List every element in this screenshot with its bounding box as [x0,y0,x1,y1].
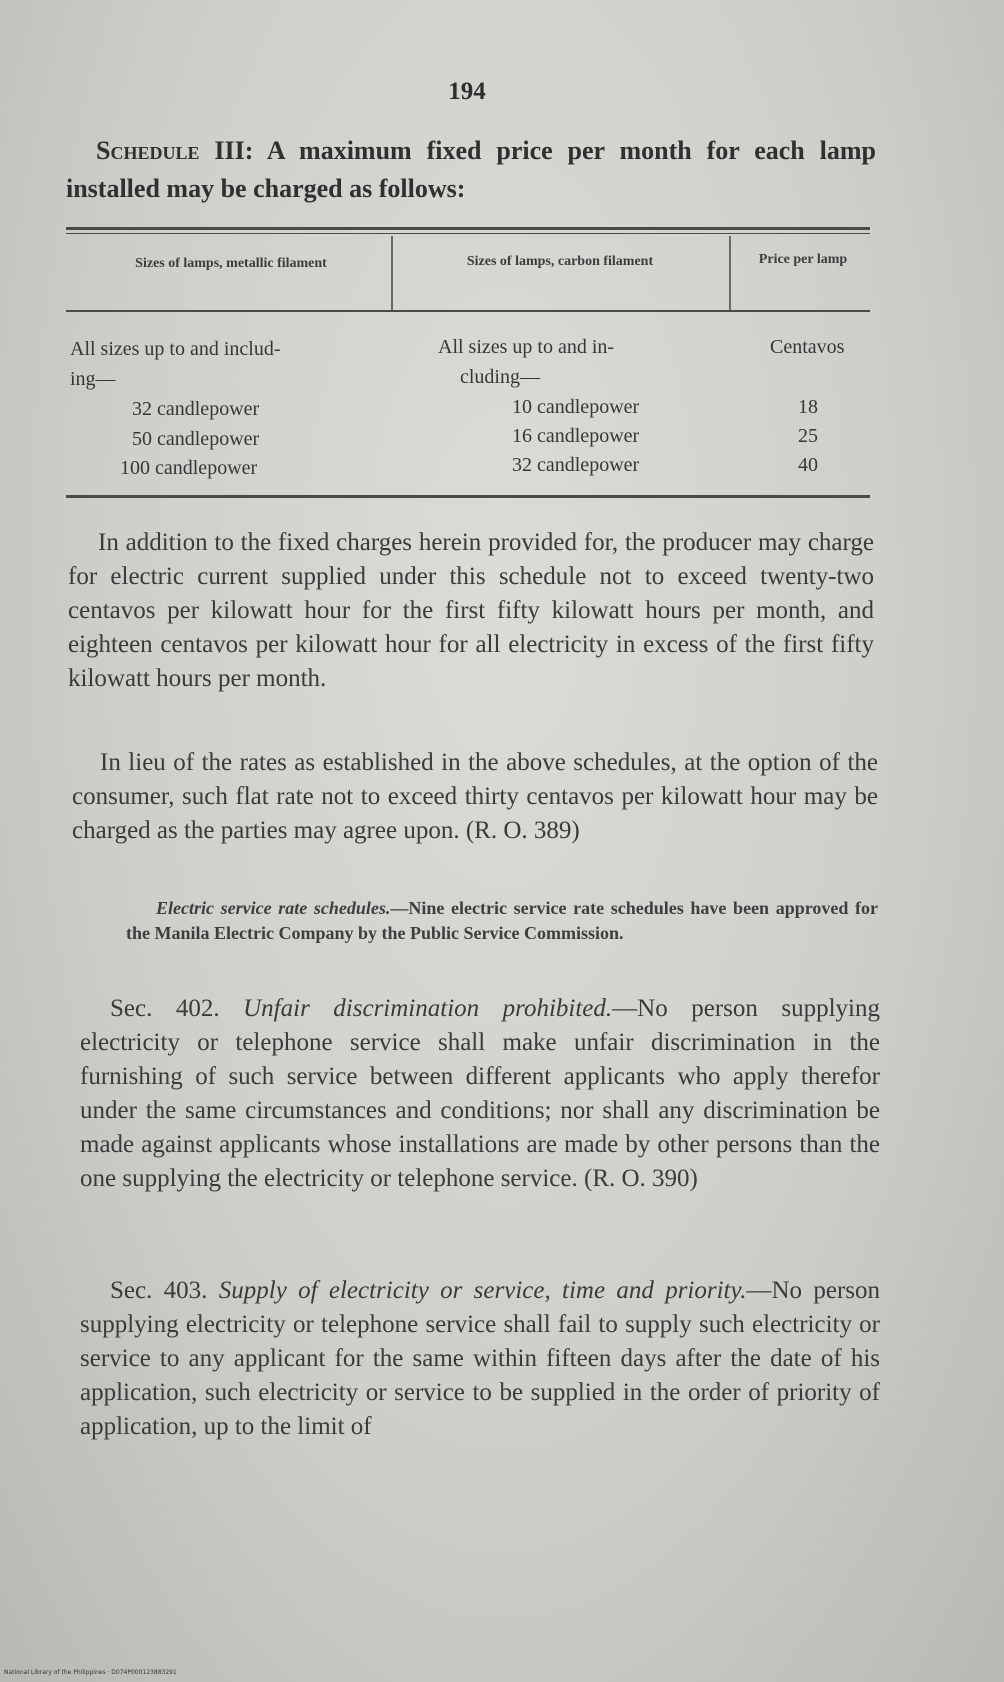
table-top-rule-thin [66,233,870,234]
header-carbon: Sizes of lamps, carbon filament [466,254,654,269]
paragraph-flat-rate: In lieu of the rates as established in the above schedules, at the option of the consumer, such flat rate not to exceed thirty centavos per kilowatt hour may be charged as the parties may agree upon. (R. O. 389) [72,749,878,844]
section-403 [80,1274,880,1444]
header-metallic: Sizes of lamps, metallic filament [135,256,327,271]
section-402-title: Unfair discrimination prohibited. [243,995,613,1022]
table-bottom-rule [66,495,870,498]
row-carbon: 32 candlepower [512,454,640,476]
row-price: 40 [798,454,818,476]
row-metallic: 50 candlepower [132,428,260,450]
section-403-title: Supply of electricity or service, time and priority. [218,1277,747,1304]
schedule-text: A maximum fixed price per month for each lamp installed may be charged as follows: [66,136,876,203]
lead-carbon: All sizes up to and in- [438,336,615,358]
paragraph-additional-charges: In addition to the fixed charges herein provided for, the producer may charge for electric current supplied under this schedule not to exceed twenty-two centavos per kilowatt hour for the first fifty kilowatt hours per month, and eighteen centavos per kilowatt hour for all electricity in excess of the first fifty kilowatt hours per month. [68,529,874,692]
row-carbon: 10 candlepower [512,396,640,418]
table-header-rule [66,310,870,312]
note-title: Electric service rate schedules. [156,898,391,918]
page-number: 194 [448,78,486,105]
row-metallic: 100 candlepower [120,457,258,479]
row-carbon: 16 candlepower [512,425,640,447]
row-price: 25 [798,425,818,447]
row-metallic: 32 candlepower [132,398,260,420]
schedule-heading [66,132,876,208]
table-divider [391,236,393,310]
section-402-label: Sec. 402. [110,995,220,1022]
table-divider [729,236,731,310]
note-electric-service [126,896,878,946]
section-402 [80,992,880,1196]
schedule-label: Schedule III: [96,136,254,165]
footer-credit: National Library of the Philippines · D074P000123883291 [4,1669,177,1676]
row-price: 18 [798,396,818,418]
lead-price: Centavos [770,336,845,358]
section-402-text: —No person supplying electricity or telephone service shall make unfair discrimination in the furnishing of such service between different applicants who apply therefor under the same circumstances and conditions; nor shall any discrimination be made against applicants whose installations are made by other persons than the one supplying the electricity or telephone service. (R. O. 390) [80,995,881,1192]
lead2-metallic: ing— [70,368,116,390]
header-price: Price per lamp [758,252,848,267]
section-403-label: Sec. 403. [110,1277,208,1304]
lead-metallic: All sizes up to and includ- [70,338,281,360]
table-top-rule [66,227,870,230]
lead2-carbon: cluding— [460,366,540,388]
note-text: —Nine electric service rate schedules have been approved for the Manila Electric Company by the Public Service Commission. [126,898,878,943]
section-403-text: —No person supplying electricity or telephone service shall fail to supply such electricity or service to any applicant for the same within fifteen days after the date of his application, such electricity or service to be supplied in the order of priority of application, up to the limit of [80,1277,881,1440]
